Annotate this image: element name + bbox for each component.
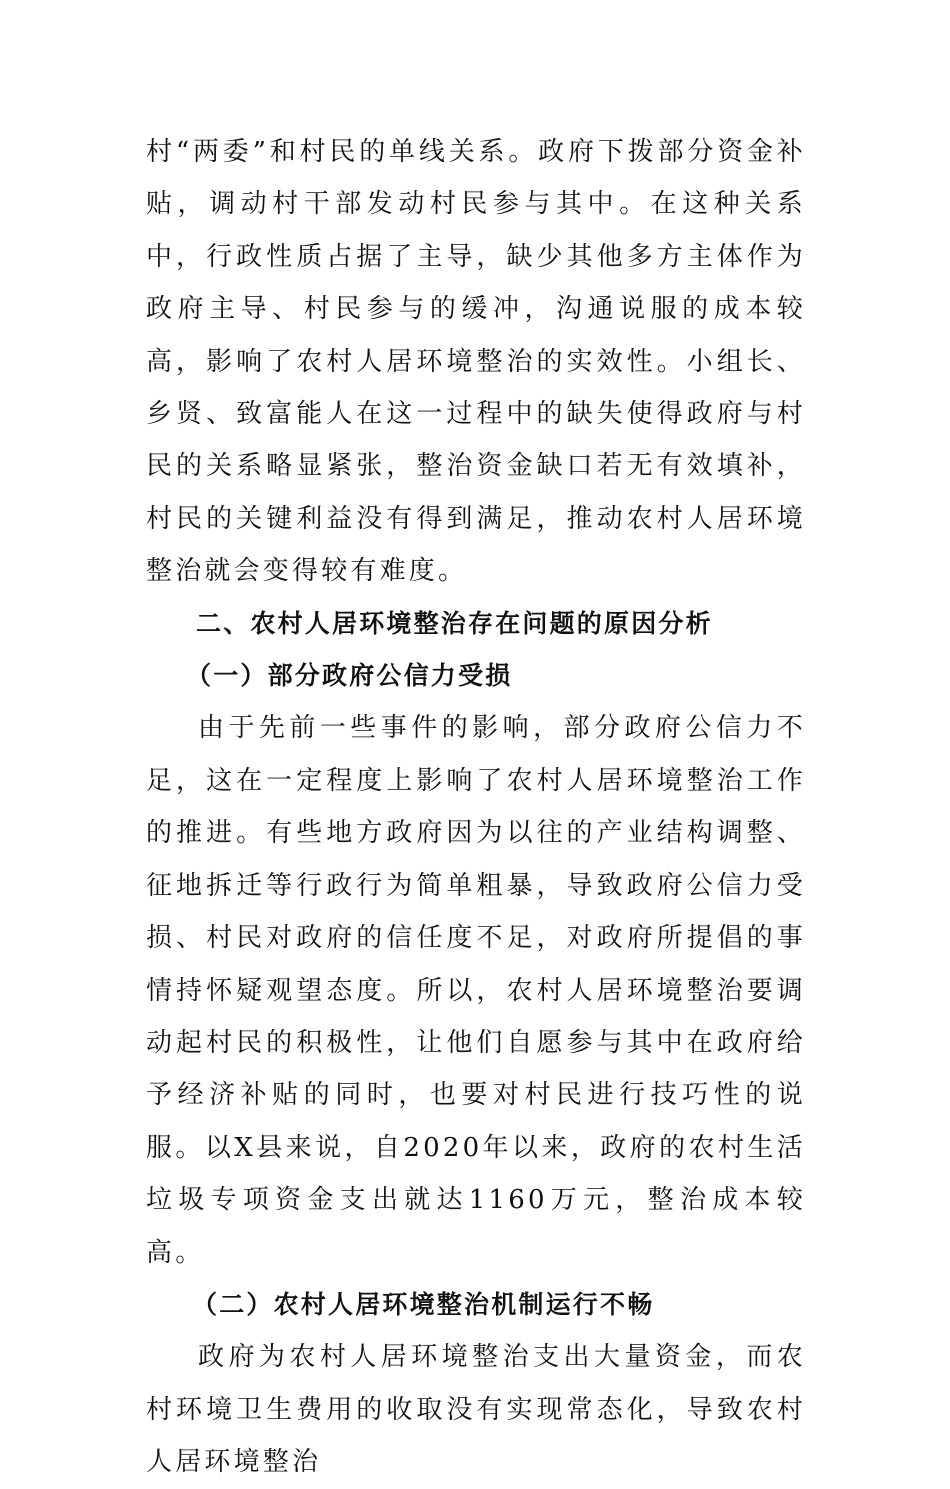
body-paragraph-credibility: 由于先前一些事件的影响，部分政府公信力不足，这在一定程度上影响了农村人居环境整治工作的推进。有些地方政府因为以往的产业结构调整、征地拆迁等行政行为简单粗暴，导致政府公信力受损、村民对政府的信任度不足，对政府所提倡的事情持怀疑观望态度。所以，农村人居环境整治要调动起村民的积极性，让他们自愿参与其中在政府给予经济补贴的同时，也要对村民进行技巧性的说服。以X县来说，自2020年以来，政府的农村生活垃圾专项资金支出就达1160万元，整治成本较高。: [146, 713, 806, 1268]
subsection-heading-2: （二）农村人居环境整治机制运行不畅: [192, 1289, 655, 1319]
document-body: [146, 126, 806, 1489]
body-paragraph-continued: 村“两委”和村民的单线关系。政府下拨部分资金补贴，调动村干部发动村民参与其中。在这种关系中，行政性质占据了主导，缺少其他多方主体作为政府主导、村民参与的缓冲，沟通说服的成本较高，影响了农村人居环境整治的实效性。小组长、乡贤、致富能人在这一过程中的缺失使得政府与村民的关系略显紧张，整治资金缺口若无有效填补，村民的关键利益没有得到满足，推动农村人居环境整治就会变得较有难度。: [146, 137, 806, 587]
subsection-heading-1: （一）部分政府公信力受损: [186, 661, 513, 691]
section-heading: 二、农村人居环境整治存在问题的原因分析: [196, 608, 713, 638]
body-paragraph-mechanism: 政府为农村人居环境整治支出大量资金，而农村环境卫生费用的收取没有实现常态化，导致农村人居环境整治: [146, 1342, 806, 1478]
